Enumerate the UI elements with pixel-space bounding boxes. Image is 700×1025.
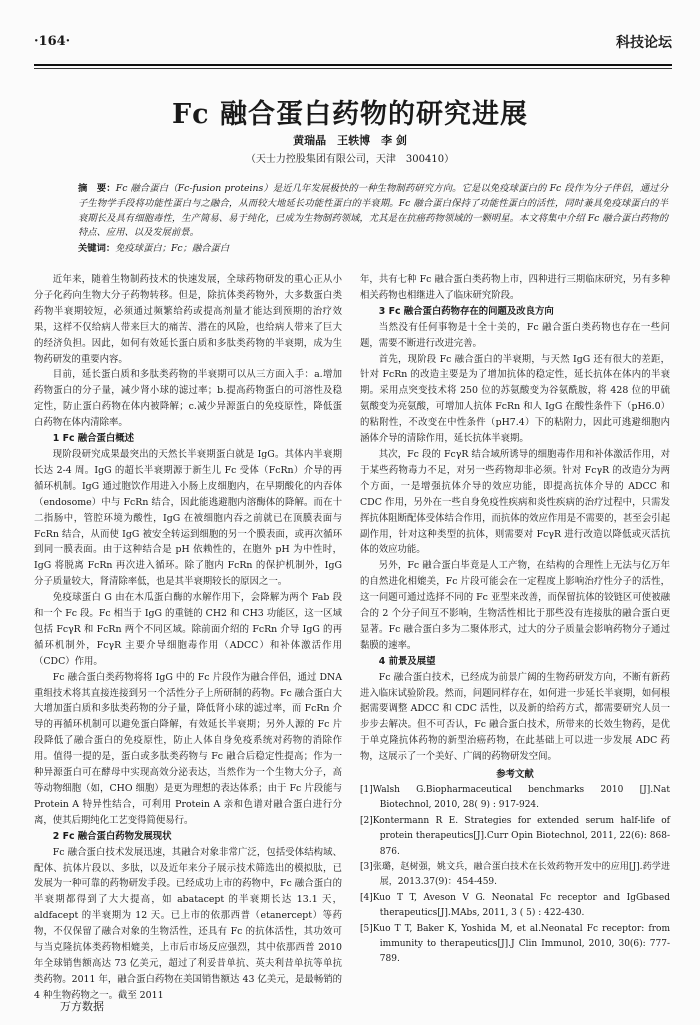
keywords	[78, 240, 668, 254]
body-paragraph: 首先，现阶段 Fc 融合蛋白的半衰期，与天然 IgG 还有很大的差距，针对 FcRn 的改造主要是为了增加抗体的稳定性，延长抗体在体内的半衰期。采用点突变技术将 250 位的苏氨酸变为谷氨酰胺，将 428 位的甲硫氨酸变为亮氨酸，可增加人抗体 FcRn 和人 IgG 在酸性条件下（pH6.0）的粘附性，不改变在中性条件（pH7.4）下的粘附力，因此可逃避细胞内涵体介导的清除作用，延长抗体半衰期。	[360, 353, 670, 445]
reference-item: [2]Kontermann R E. Strategies for extended serum half-life of protein therapeutics[J].Curr Opin Biotechnol, 2011, 22(6): 868-876.	[360, 815, 670, 857]
section-name: 科技论坛	[616, 35, 672, 51]
header-rule-thick	[34, 64, 672, 66]
references-heading: 参考文献	[496, 769, 534, 781]
right-column	[360, 272, 670, 968]
footer-watermark: 万方数据	[60, 1000, 104, 1013]
body-paragraph: 当然没有任何事物是十全十美的，Fc 融合蛋白类药物也存在一些问题，需要不断进行改进完善。	[360, 321, 670, 349]
reference-item: [1]Walsh G.Biopharmaceutical benchmarks 2010 [J].Nat Biotechnol, 2010, 28( 9) : 917-924.	[360, 785, 670, 811]
page-number: ·164·	[34, 34, 71, 49]
body-paragraph: 近年来，随着生物制药技术的快速发展，全球药物研发的重心正从小分子化药向生物大分子药物转移。但是，除抗体类药物外，大多数蛋白类药物半衰期较短，必须通过频繁给药或提高剂量才能达到预期的治疗效果，这样不仅给病人带来巨大的痛苦、潜在的风险，也给病人带来了巨大的经济负担。因此，如何有效延长蛋白质和多肽类药物的半衰期，成为生物药研发的重要内容。	[34, 274, 342, 365]
header-rule-thin	[34, 68, 672, 69]
body-paragraph: 现阶段研究成果最突出的天然长半衰期蛋白就是 IgG。其体内半衰期长达 2-4 周。IgG 的超长半衰期源于新生儿 Fc 受体（FcRn）介导的再循环机制。IgG 通过胞饮作用进入小肠上皮细胞内，在早期酸化的内吞体（endosome）中与 FcRn 结合，因此能逃避胞内溶酶体的降解。而在十二指肠中，管腔环境为酸性，IgG 在被细胞内吞之前就已在顶膜表面与 FcRn 结合，从而使 IgG 被安全转运到细胞的另一个膜表面，或再次循环到同一膜表面。由于这种结合是 pH 依赖性的，在胞外 pH 为中性时，IgG 将脱离 FcRn 再次进入循环。除了胞内 FcRn 的保护机制外，IgG 分子质量较大，肾清除率低，也是其半衰期较长的原因之一。	[34, 448, 342, 588]
page-header	[34, 34, 672, 54]
section-heading: 2 Fc 融合蛋白药物发展现状	[52, 830, 172, 842]
body-paragraph: 另外，Fc 融合蛋白毕竟是人工产物，在结构的合理性上无法与亿万年的自然进化相媲美，Fc 片段可能会在一定程度上影响治疗性分子的活性，这一问题可通过选择不同的 Fc 亚型来改善，而保留抗体的铰链区可使被融合的 2 个分子间互不影响，生物活性相比于那些没有连接肽的融合蛋白更显著。Fc 融合蛋白多为二聚体形式，过大的分子质量会影响药物分子通过黏膜的速率。	[360, 560, 670, 651]
body-paragraph: Fc 融合蛋白技术发展迅速，其融合对象非常广泛，包括受体结构域、配体、抗体片段以、多肽，以及近年来分子展示技术筛选出的模拟肽，已发展为一种可靠的药物研发手段。已经成功上市的药物中，Fc 融合蛋白的半衰期都得到了大大提高，如 abatacept 的半衰期长达 13.1 天，aldfacept 的半衰期为 12 天。已上市的依那西普（etanercept）等药物，不仅保留了融合对象的生物活性，还具有 Fc 的抗体活性，其功效可与当克隆抗体类药物相媲美，上市后市场反应强烈，其中依那西普 2010 年全球销售额高达 73 亿美元，超过了利妥昔单抗、英夫利昔单抗等单抗类药物。2011 年，融合蛋白药物在美国销售额达 43 亿美元，是最畅销的 4 种生物药物之一。截至 2011	[34, 846, 342, 1001]
reference-item: [3]张璐，赵树强，姚文兵，融合蛋白技术在长效药物开发中的应用[J].药学进展，2013.37(9)：454-459.	[360, 862, 670, 888]
reference-item: [4]Kuo T T, Aveson V G. Neonatal Fc receptor and IgGbased therapeutics[J].MAbs, 2011, 3 ( 5) : 422-430.	[360, 892, 670, 919]
keywords-text: 免疫球蛋白；Fc；融合蛋白	[115, 243, 230, 254]
body-paragraph: 其次，Fc 段的 FcγR 结合域所诱导的细胞毒作用和补体激活作用，对于某些药物毒力不足，对另一些药物却非必须。针对 FcγR 的改造分为两个方面，一是增强抗体介导的效应功能，即提高抗体介导的 ADCC 和 CDC 作用，另外在一些自身免疫性疾病和炎性疾病的治疗过程中，只需发挥抗体阻断配体受体结合作用，而抗体的效应作用是不需要的，甚至会引起副作用，针对这种类型的抗体，则需要对 FcγR 进行改造以降低或灭活抗体的效应功能。	[360, 448, 670, 556]
section-heading: 3 Fc 融合蛋白药物存在的问题及改良方向	[378, 305, 554, 317]
abstract	[78, 182, 668, 241]
article-authors: 黄瑞晶 王轶博 李 剑	[293, 134, 407, 147]
body-paragraph: 免疫球蛋白 G 由在木瓜蛋白酶的水解作用下，会降解为两个 Fab 段和一个 Fc 段。Fc 相当于 IgG 的重链的 CH2 和 CH3 功能区，这一区域包括 FcγR 和 FcRn 两个不同区域。除前面介绍的 FcRn 介导 IgG 的再循环机制外，FcγR 主要介导细胞毒作用（ADCC）和补体激活作用（CDC）作用。	[34, 592, 342, 667]
left-column	[34, 272, 342, 1004]
abstract-text: Fc 融合蛋白（Fc-fusion proteins）是近几年发展极快的一种生物制药研究方向。它是以免疫球蛋白的 Fc 段作为分子伴侣，通过分子生物学手段将功能性蛋白与之融合，从而较大地延长功能性蛋白的半衰期。Fc 融合蛋白保持了功能性蛋白的活性，同时兼具免疫球蛋白的半衰期长及具有细胞毒性，生产简易、易于纯化，已成为生物制药领域，尤其是在抗癌药物领域的一颗明星。本文将集中介绍 Fc 融合蛋白药物的特点、应用、以及发展前景。	[78, 183, 668, 239]
abstract-label: 摘 要：	[78, 183, 116, 194]
reference-item: [5]Kuo T T, Baker K, Yoshida M, et al.Neonatal Fc receptor: from immunity to therapeutics[J].J Clin Immunol, 2010, 30(6): 777-789.	[360, 923, 670, 965]
body-paragraph: 年，共有七种 Fc 融合蛋白类药物上市，四种进行三期临床研究，另有多种相关药物也相继进入了临床研究阶段。	[360, 274, 670, 301]
article-affiliation: （天士力控股集团有限公司，天津 300410）	[245, 154, 455, 165]
body-paragraph: 目前，延长蛋白质和多肽类药物的半衰期可以从三方面入手：a.增加药物蛋白的分子量，减少肾小球的滤过率；b.提高药物蛋白的可溶性及稳定性，防止蛋白药物在体内被降解；c.减少异源蛋白的免疫原性，降低蛋白药物在体内清除率。	[34, 369, 342, 429]
keywords-label: 关键词：	[78, 243, 116, 254]
section-heading: 1 Fc 融合蛋白概述	[52, 433, 135, 445]
body-paragraph: Fc 融合蛋白类药物将将 IgG 中的 Fc 片段作为融合伴侣，通过 DNA 重组技术将其直接连接到另一个活性分子上所研制的药物。Fc 融合蛋白大大增加蛋白质和多肽类药物的分子量，降低肾小球的滤过率，而 FcRn 介导的再循环机制可以避免蛋白降解，有效延长半衰期；另外人源的 Fc 片段降低了融合蛋白的免疫原性，防止人体自身免疫系统对药物的消除作用。值得一提的是，蛋白或多肽类药物与 Fc 融合后稳定性提高；作为一种异源蛋白可在酵母中实现高效分泌表达，当然作为一个生物大分子，高等动物细胞（如，CHO 细胞）是更为理想的表达体系；由于 Fc 片段能与 Protein A 特异性结合，可利用 Protein A 亲和色谱对融合蛋白进行分离，使其后期纯化工艺变得简便易行。	[34, 671, 342, 826]
section-heading: 4 前景及展望	[378, 655, 436, 667]
article-title: Fc 融合蛋白药物的研究进展	[171, 99, 528, 130]
body-paragraph: Fc 融合蛋白技术，已经成为前景广阔的生物药研发方向，不断有新药进入临床试验阶段。然而，问题同样存在，如何进一步延长半衰期，如何根据需要调整 ADCC 和 CDC 活性，以及新的给药方式，都需要研究人员一步步去解决。但不可否认，Fc 融合蛋白技术，所带来的长效生物药，是优于单克隆抗体药物的新型治癌药物，在此基础上可以进一步发展 ADC 药物，这展示了一个美好、广阔的药物研发空间。	[360, 671, 670, 763]
